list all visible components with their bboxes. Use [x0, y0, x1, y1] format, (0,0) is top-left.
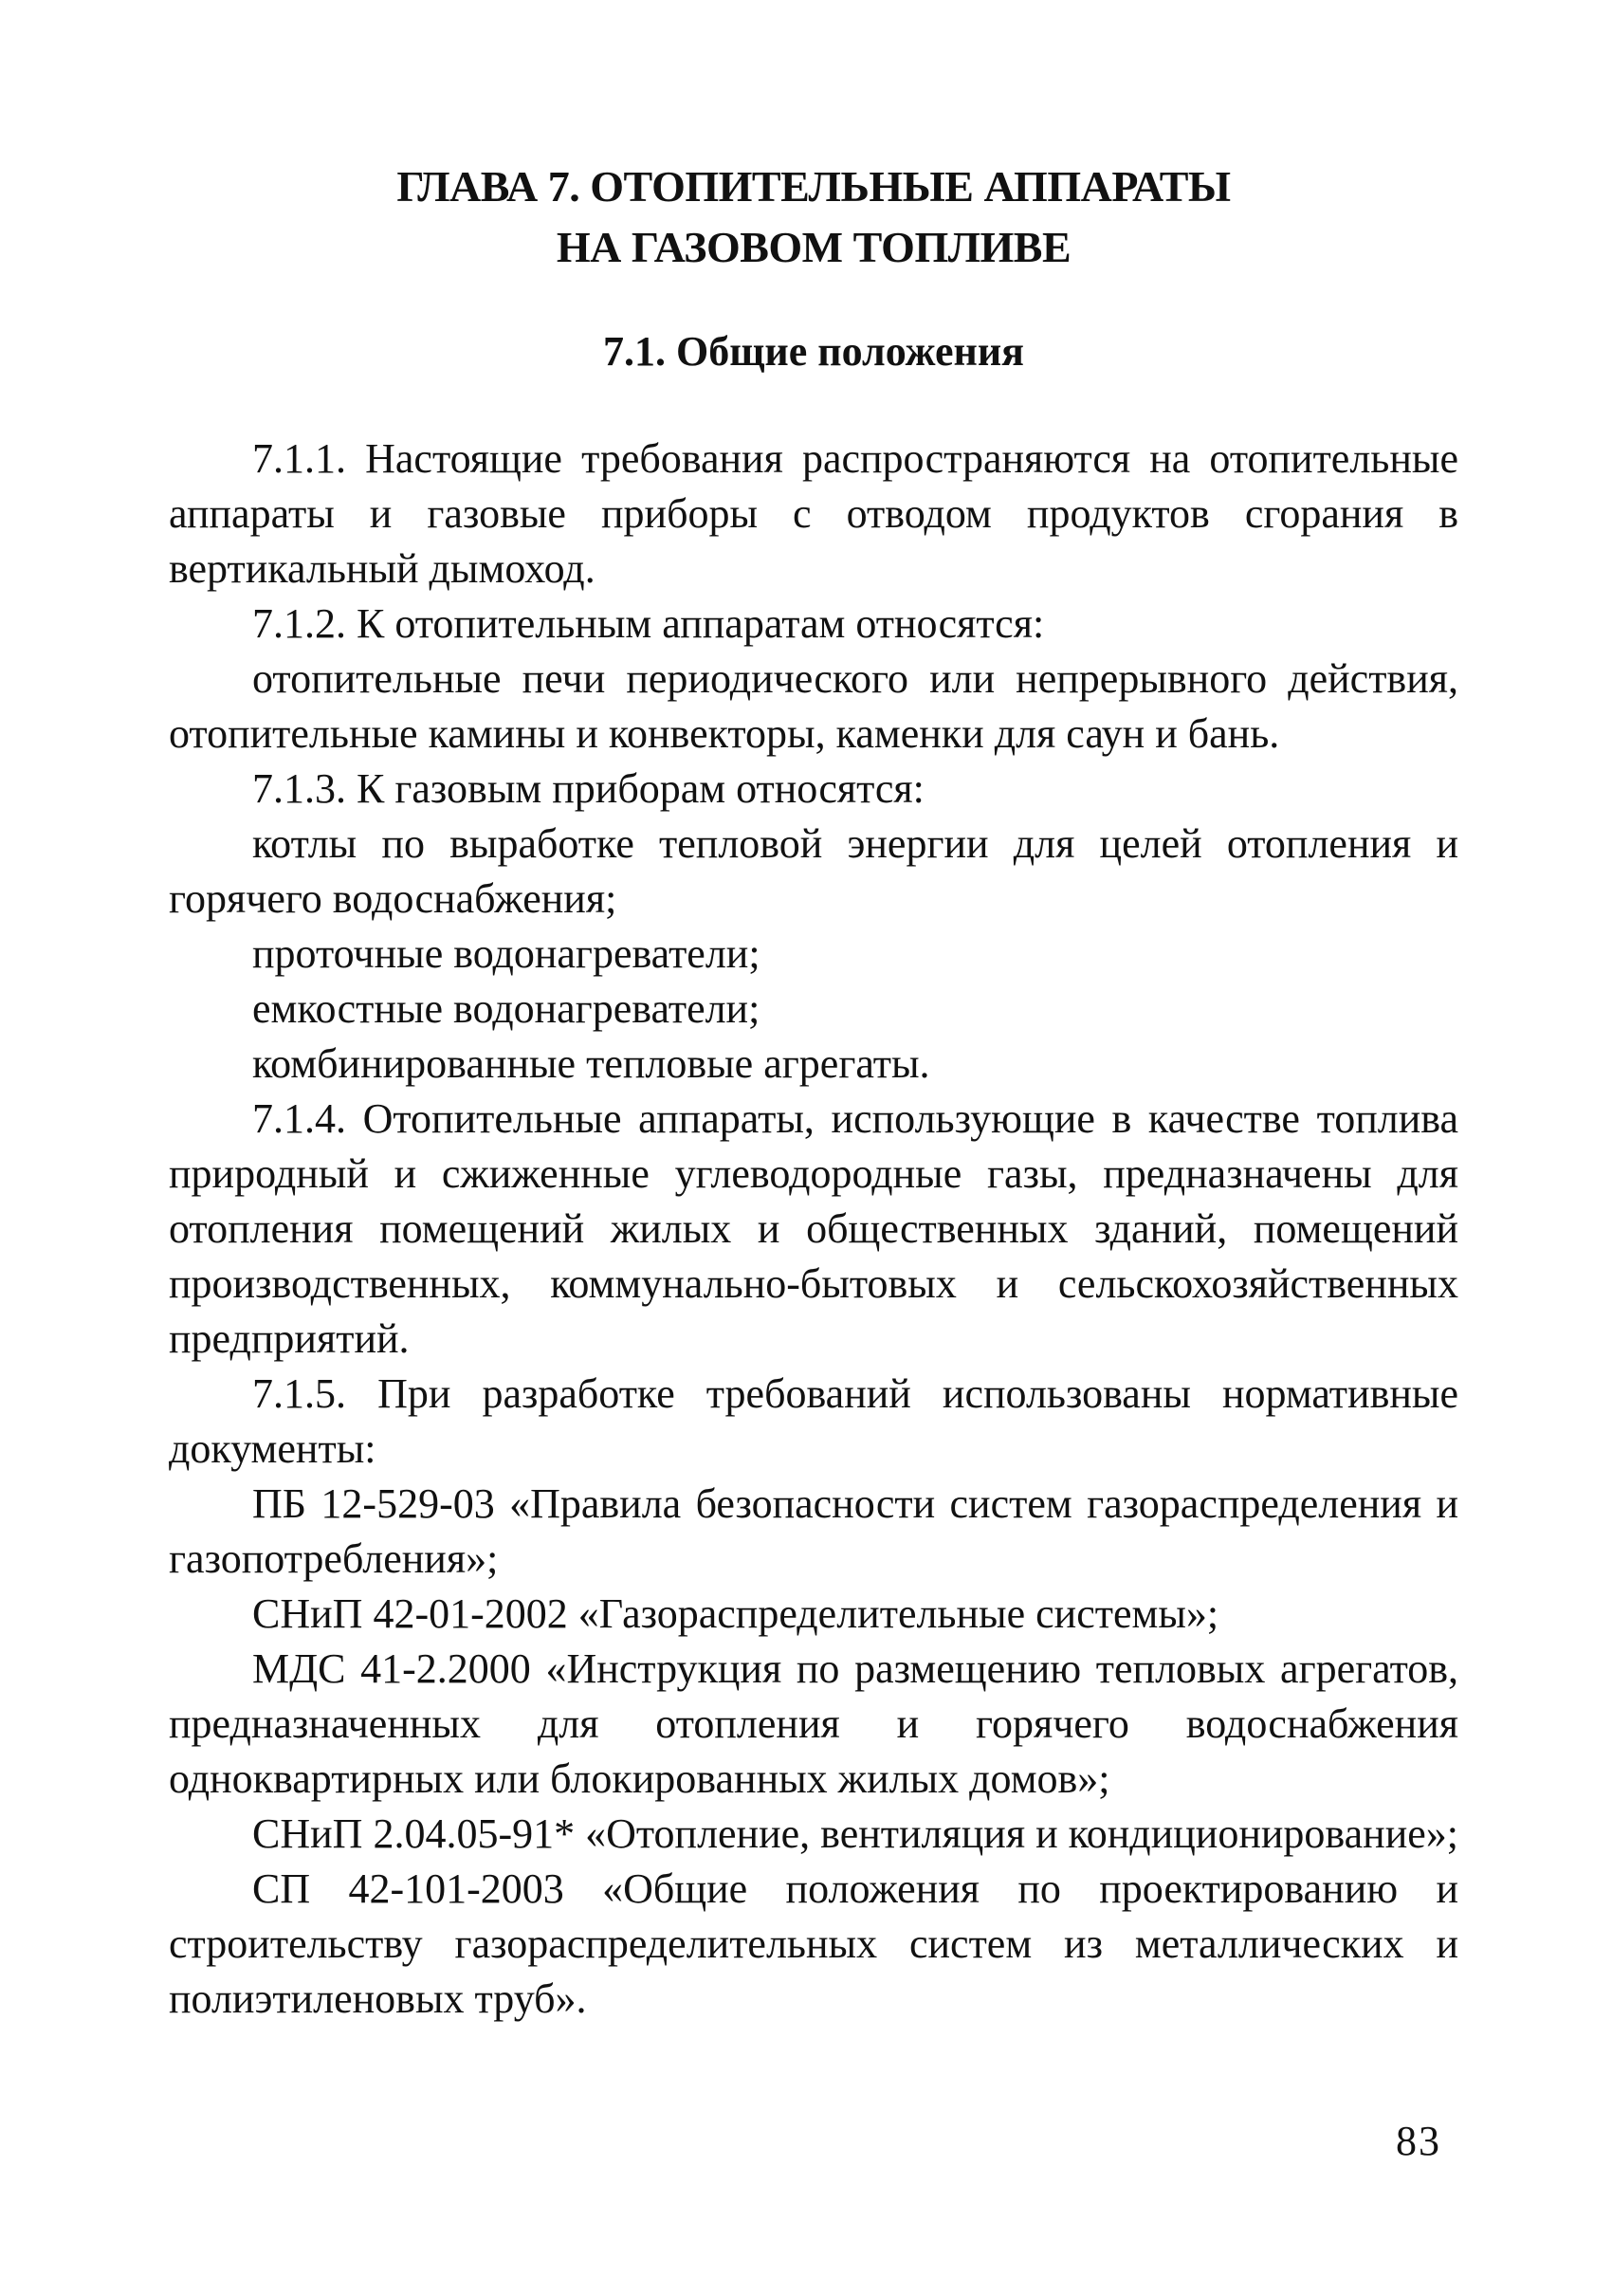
paragraph-heating-devices-list: отопительные печи периодического или непрерывного действия, отопительные камины и конвекторы, каменки для саун и бань. [169, 655, 1458, 757]
paragraph-7-1-3: 7.1.3. К газовым приборам относятся: [252, 765, 925, 812]
body-text [169, 432, 1458, 2027]
list-item-storage-heaters: емкостные водонагреватели; [252, 985, 760, 1032]
page-number: 83 [1396, 2118, 1441, 2164]
list-item-combined-units: комбинированные тепловые агрегаты. [252, 1040, 930, 1087]
reference-snip-42-01-2002: СНиП 42-01-2002 «Газораспределительные системы»; [252, 1590, 1219, 1637]
list-item-boilers: котлы по выработке тепловой энергии для целей отопления и горячего водоснабжения; [169, 820, 1458, 922]
section-title: 7.1. Общие положения [603, 328, 1024, 375]
paragraph-7-1-2: 7.1.2. К отопительным аппаратам относятся: [252, 600, 1045, 647]
reference-mds-41-2-2000: МДС 41-2.2000 «Инструкция по размещению тепловых агрегатов, предназначенных для отопления и горячего водоснабжения одноквартирных или блокированных жилых домов»; [169, 1645, 1458, 1802]
paragraph-7-1-5: 7.1.5. При разработке требований использованы нормативные документы: [169, 1370, 1458, 1472]
reference-pb-12-529-03: ПБ 12-529-03 «Правила безопасности систем газораспределения и газопотребления»; [169, 1480, 1458, 1582]
list-item-flow-heaters: проточные водонагреватели; [252, 930, 760, 977]
chapter-title-line-1: ГЛАВА 7. ОТОПИТЕЛЬНЫЕ АППАРАТЫ [396, 162, 1231, 211]
reference-snip-2-04-05-91: СНиП 2.04.05-91* «Отопление, вентиляция и кондиционирование»; [252, 1810, 1459, 1857]
chapter-title [169, 156, 1458, 278]
paragraph-7-1-4: 7.1.4. Отопительные аппараты, использующие в качестве топлива природный и сжиженные углеводородные газы, предназначены для отопления помещений жилых и общественных зданий, помещений производственных, коммунально-бытовых и сельскохозяйственных предприятий. [169, 1095, 1458, 1362]
paragraph-7-1-1: 7.1.1. Настоящие требования распространяются на отопительные аппараты и газовые приборы с отводом продуктов сгорания в вертикальный дымоход. [169, 435, 1458, 592]
page-content [169, 156, 1458, 2027]
reference-sp-42-101-2003: СП 42-101-2003 «Общие положения по проектированию и строительству газораспределительных систем из металлических и полиэтиленовых труб». [169, 1865, 1458, 2022]
chapter-title-line-2: НА ГАЗОВОМ ТОПЛИВЕ [556, 223, 1072, 271]
